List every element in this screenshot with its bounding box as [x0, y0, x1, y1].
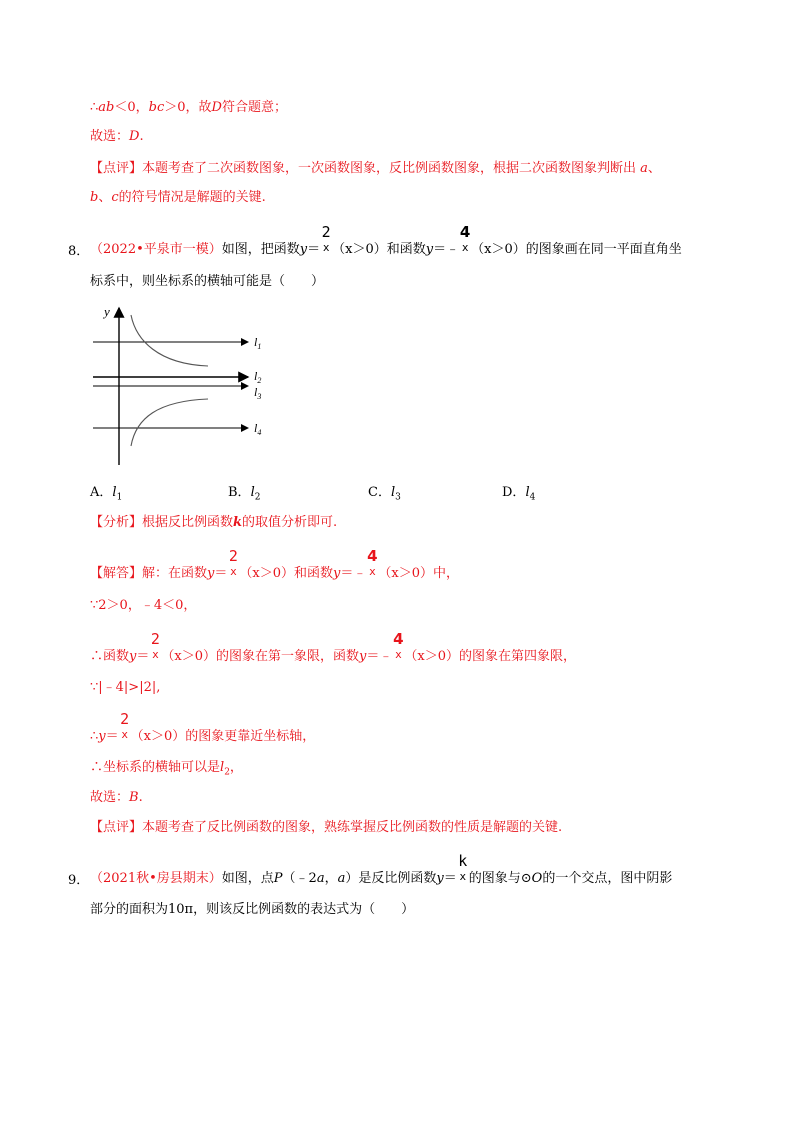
- prev-review-line: 【点评】本题考查了二次函数图象，一次函数图象，反比例函数图象，根据二次函数图象判断出 a、: [90, 161, 661, 176]
- prev-review-line-2: b、c的符号情况是解题的关键.: [90, 190, 266, 205]
- question-8-stem-line-2: 标系中，则坐标系的横轴可能是（ ）: [90, 274, 325, 289]
- question-9-source: （2021秋•房县期末）: [90, 871, 222, 886]
- q8-solution-4: ∵|﹣4|>|2|,: [90, 680, 161, 695]
- q8-solution-6: ∴坐标系的横轴可以是$l_2$，: [90, 760, 243, 778]
- question-9-stem-line-2: 部分的面积为10π，则该反比例函数的表达式为（ ）: [90, 902, 415, 917]
- fraction-2-over-x: 2 x: [120, 710, 130, 741]
- q8-solution-3: ∴函数y＝ 2 x （x＞0）的图象在第一象限，函数y＝﹣ 4 x （x＞0）的图象在第四象限，: [90, 647, 576, 667]
- question-8-number: 8．: [68, 244, 90, 259]
- option-a[interactable]: A．$l_1$: [90, 485, 123, 503]
- question-8-stem: （2022•平泉市一模）如图，把函数y＝ 2 x （x＞0）和函数y＝﹣ 4 x （x＞0）的图象画在同一平面直角坐: [90, 240, 682, 260]
- q8-solution-7: 故选：B.: [90, 790, 143, 805]
- question-8-source: （2022•平泉市一模）: [90, 242, 222, 257]
- question-9-number: 9．: [68, 873, 90, 888]
- curve-y-minus-4-over-x: [131, 399, 208, 446]
- y-axis-label: y: [104, 304, 110, 319]
- fraction-4-over-x: 4 x: [393, 630, 404, 661]
- line-l2-label: $l_2$: [254, 369, 262, 385]
- fraction-4-over-x: 4 x: [459, 223, 471, 254]
- line-l1-label: $l_1$: [254, 335, 262, 351]
- q8-solution-1: 【解答】解：在函数y＝ 2 x （x＞0）和函数y＝﹣ 4 x （x＞0）中，: [90, 564, 459, 584]
- q8-analysis: 【分析】根据反比例函数k的取值分析即可.: [90, 515, 338, 530]
- fraction-2-over-x: 2 x: [321, 223, 331, 254]
- fraction-2-over-x: 2 x: [150, 630, 160, 661]
- curve-y-2-over-x: [131, 315, 208, 366]
- line-l4-label: $l_4$: [254, 421, 262, 437]
- line-l3-label: $l_3$: [254, 385, 262, 401]
- option-d[interactable]: D．$l_4$: [502, 485, 536, 503]
- q8-review: 【点评】本题考查了反比例函数的图象，熟练掌握反比例函数的性质是解题的关键.: [90, 820, 563, 835]
- question-9-stem: （2021秋•房县期末）如图，点P（﹣2a，a）是反比例函数y＝ k x 的图象与⊙O的一个交点，图中阴影: [90, 869, 672, 889]
- option-c[interactable]: C．$l_3$: [368, 485, 401, 503]
- q8-figure: [88, 300, 278, 470]
- option-b[interactable]: B．$l_2$: [228, 485, 261, 503]
- prev-conclusion-line: ∴ab＜0，bc＞0，故D符合题意；: [90, 100, 287, 115]
- q8-solution-2: ∵2＞0，﹣4＜0，: [90, 598, 197, 613]
- prev-answer-line: 故选：D.: [90, 129, 144, 144]
- fraction-4-over-x: 4 x: [367, 547, 378, 578]
- fraction-2-over-x: 2 x: [228, 547, 238, 578]
- fraction-k-over-x: k x: [458, 852, 468, 883]
- q8-solution-5: ∴y＝ 2 x （x＞0）的图象更靠近坐标轴，: [90, 727, 315, 747]
